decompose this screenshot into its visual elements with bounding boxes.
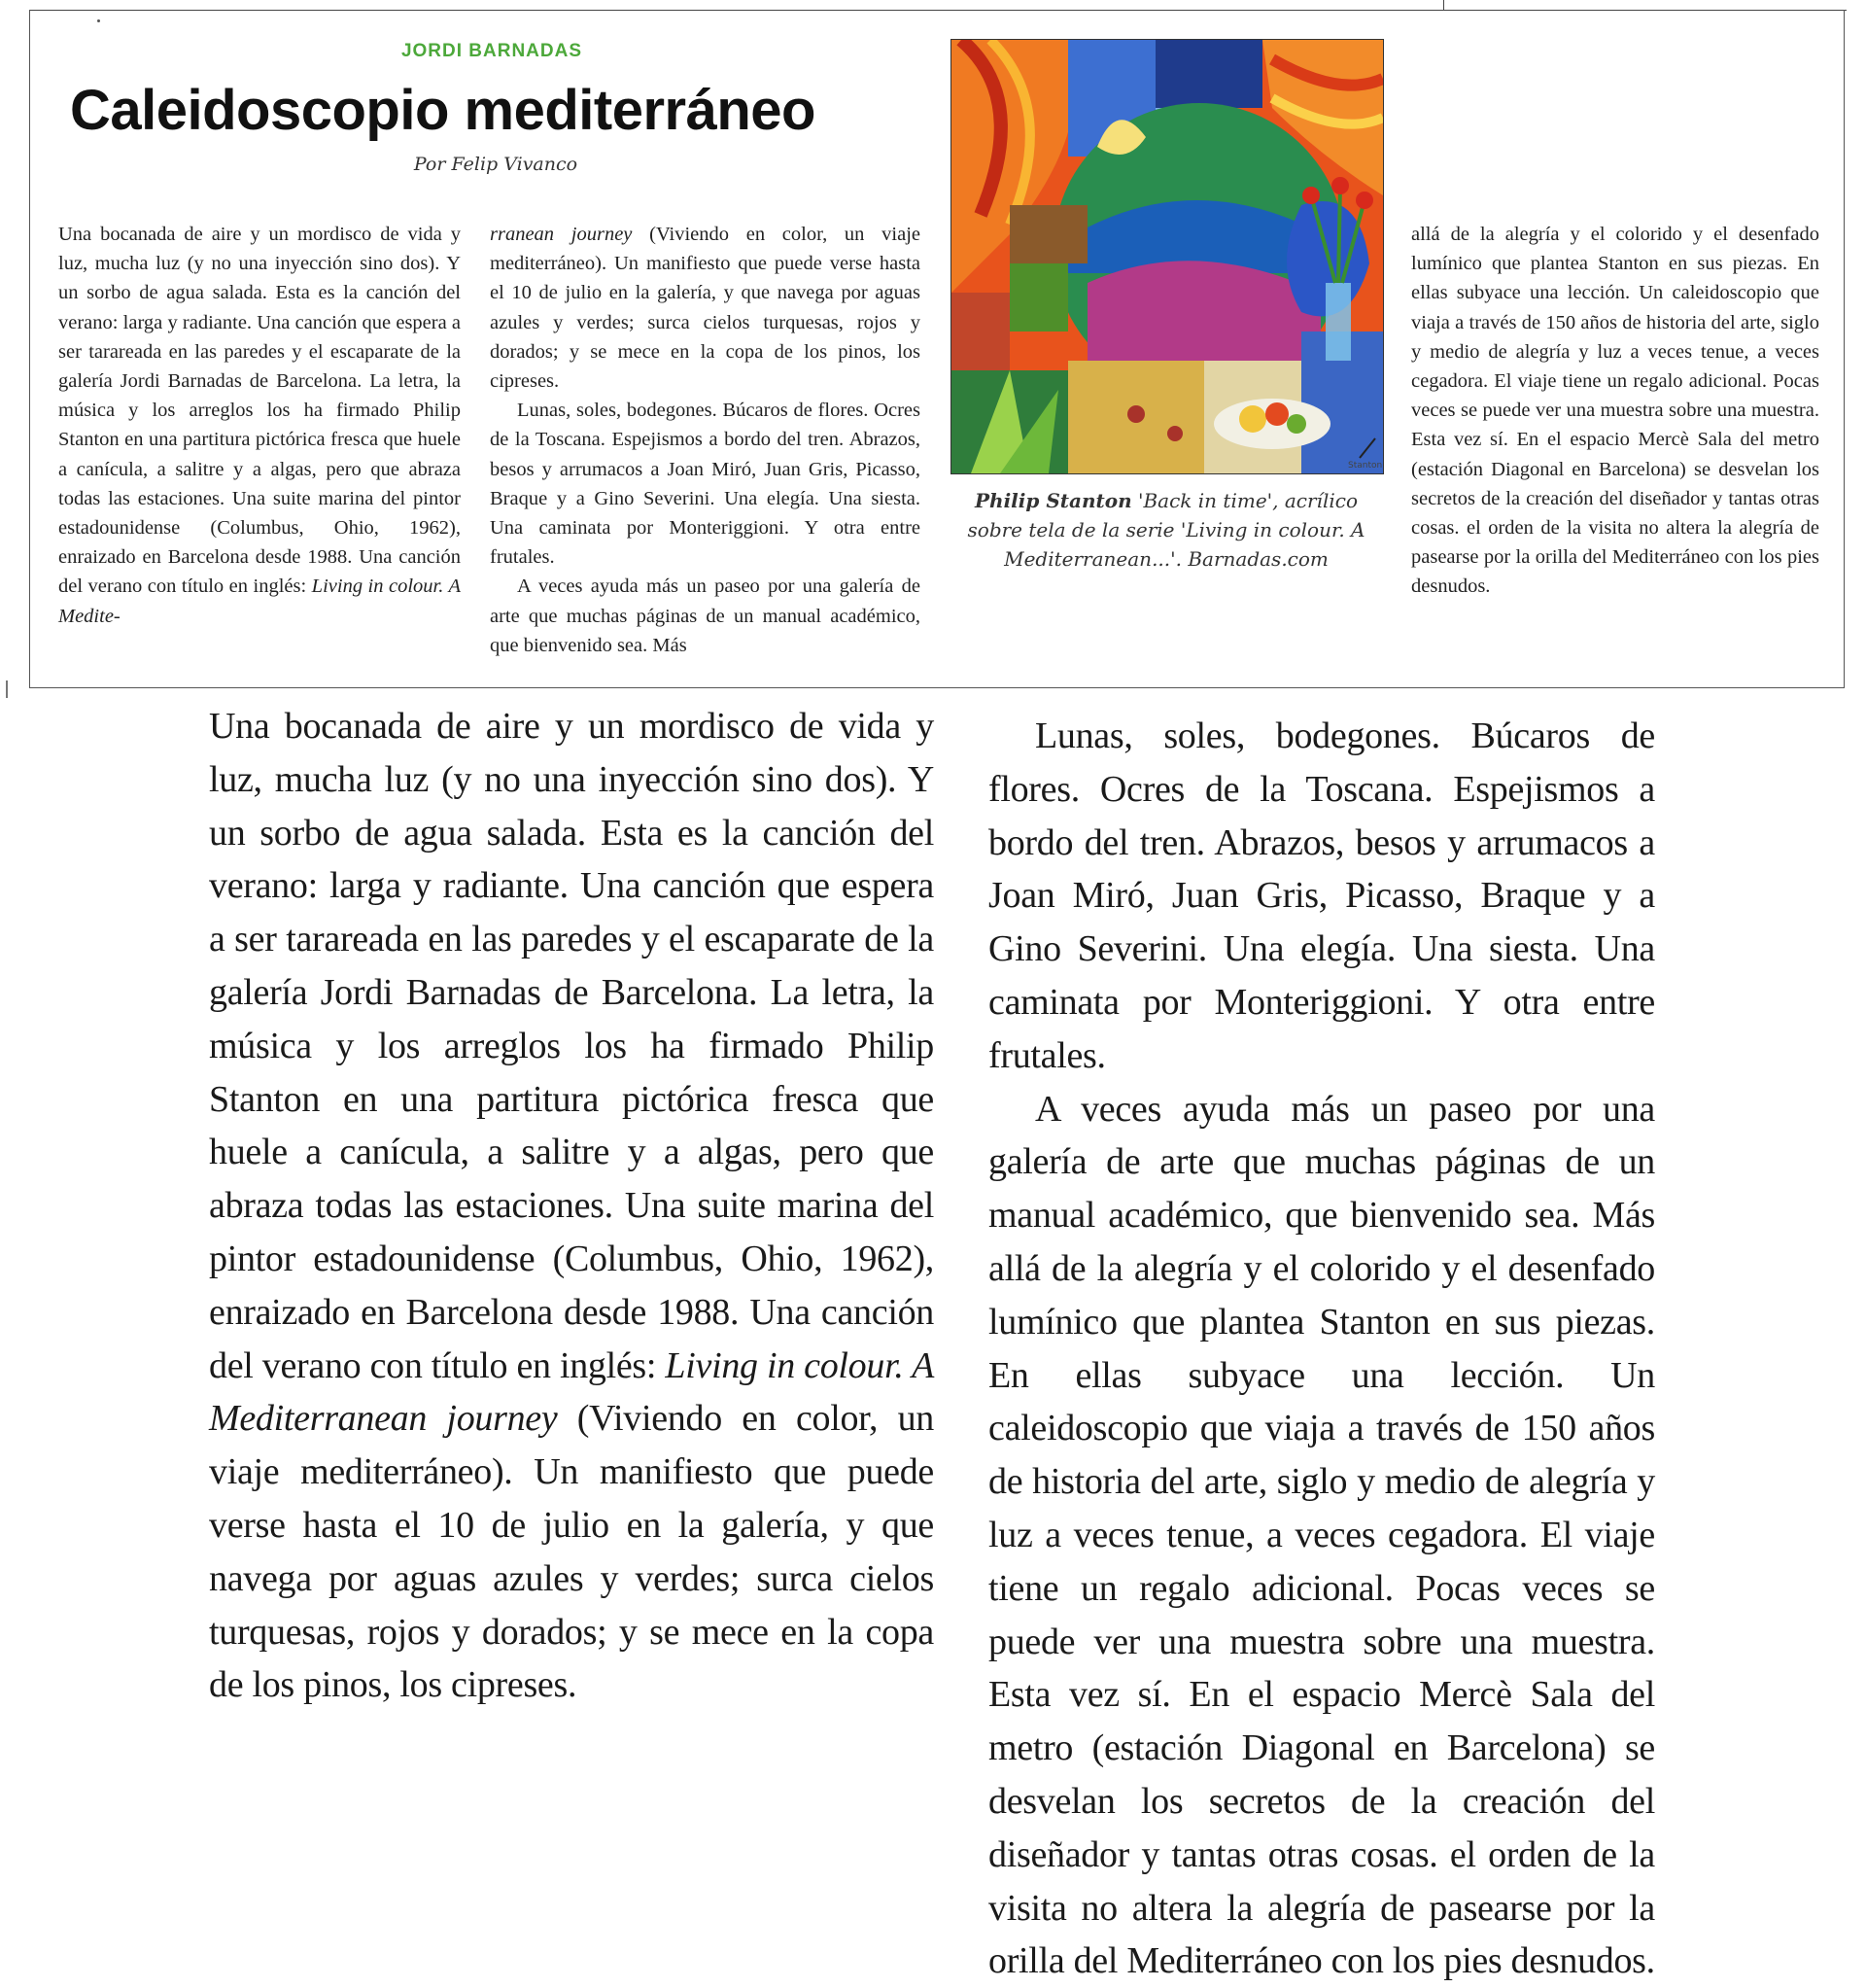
clip-col2-paragraph-2: Lunas, soles, bodegones. Búcaros de flores. Ocres de la Toscana. Espejismos a bordo del tren. Abrazos, besos y arrumacos a Joan Miró, Juan Gris, Picasso, Braque y a Gino Severini. Una elegía. Una siesta. Una caminata por Monteriggioni. Y otra entre frutales.	[490, 400, 920, 569]
clip-col3-paragraph: allá de la alegría y el colorido y el desenfado lumínico que plantea Stanton en sus piezas. En ellas subyace una lección. Un caleidoscopio que viaja a través de 150 años de historia del arte, siglo y medio de alegría y luz a veces tenue, a veces cegadora. El viaje tiene un regalo adicional. Pocas veces se puede ver una muestra sobre una muestra. Esta vez sí. En el espacio Mercè Sala del metro (estación Diagonal en Barcelona) se desvelan los secretos de la creación del diseñador y tantas otras cosas. el orden de la visita no altera la alegría de pasearse por la orilla del Mediterráneo con los pies desnudos.	[1411, 224, 1819, 598]
kicker: JORDI BARNADAS	[400, 41, 583, 61]
image-caption	[948, 486, 1385, 574]
enlarged-left-paragraph	[209, 700, 934, 1712]
enlarged-left-column	[209, 700, 934, 1712]
clip-column-1	[58, 220, 461, 631]
byline: Por Felip Vivanco	[413, 154, 578, 175]
enlarged-right-column	[988, 710, 1655, 1988]
enlarged-left-text-2: (Viviendo en color, un viaje mediterráneo). Un manifiesto que puede verse hasta el 10 de julio en la galería, y que navega por aguas azules y verdes; surca cielos turquesas, rojos y dorados; y se mece en la copa de los pinos, los cipreses.	[209, 1398, 934, 1706]
clip-column-3	[1411, 220, 1819, 602]
enlarged-left-text-1: Una bocanada de aire y un mordisco de vida y luz, mucha luz (y no una inyección sino dos). Y un sorbo de agua salada. Esta es la canción del verano: larga y radiante. Una canción que espera a ser tarareada en las paredes y el escaparate de la galería Jordi Barnadas de Barcelona. La letra, la música y los arreglos los ha firmado Philip Stanton en una partitura pictórica fresca que huele a canícula, a salitre y a algas, pero que abraza todas las estaciones. Una suite marina del pintor estadounidense (Columbus, Ohio, 1962), enraizado en Barcelona desde 1988. Una canción del verano con título en inglés:	[209, 706, 934, 1386]
clip-col2-paragraph-3: A veces ayuda más un paseo por una galería de arte que muchas páginas de un manual académico, que bienvenido sea. Más	[490, 575, 920, 656]
clip-col2-text: (Viviendo en color, un viaje mediterráneo). Un manifiesto que puede verse hasta el 10 de julio en la galería, y que navega por aguas azules y verdes; surca cielos turquesas, rojos y dorados; y se mece en la copa de los pinos, los cipreses.	[490, 224, 920, 393]
clip-column-2	[490, 220, 920, 660]
caption-text: 'Back in time', acrílico sobre tela de la serie 'Living in colour. A Mediterranean...'. Barnadas.com	[967, 489, 1365, 571]
enlarged-left-italic: Living in colour. A Mediterranean journey	[209, 1344, 935, 1440]
clip-col1-text: Una bocanada de aire y un mordisco de vida y luz, mucha luz (y no una inyección sino dos). Y un sorbo de agua salada. Esta es la canción del verano: larga y radiante. Una canción que espera a ser tarareada en las paredes y el escaparate de la galería Jordi Barnadas de Barcelona. La letra, la música y los arreglos los ha firmado Philip Stanton en una partitura pictórica fresca que huele a canícula, a salitre y a algas, pero que abraza todas las estaciones. Una suite marina del pintor estadounidense (Columbus, Ohio, 1962), enraizado en Barcelona desde 1988. Una canción del verano con título en inglés:	[58, 224, 461, 598]
clip-col2-italic: rranean journey	[490, 224, 633, 245]
clip-col1-paragraph	[58, 220, 461, 631]
top-rule-tick	[1443, 0, 1444, 10]
scan-mark	[6, 680, 8, 698]
clip-col2-paragraph-1	[490, 220, 920, 396]
headline: Caleidoscopio mediterráneo	[70, 79, 815, 142]
painting-signature: Stanton	[1348, 461, 1383, 471]
enlarged-right-paragraph-2: A veces ayuda más un paseo por una galería de arte que muchas páginas de un manual académico, que bienvenido sea. Más allá de la alegría y el colorido y el desenfado lumínico que plantea Stanton en sus piezas. En ellas subyace una lección. Un caleidoscopio que viaja a través de 150 años de historia del arte, siglo y medio de alegría y luz a veces tenue, a veces cegadora. El viaje tiene un regalo adicional. Pocas veces se puede ver una muestra sobre una muestra. Esta vez sí. En el espacio Mercè Sala del metro (estación Diagonal en Barcelona) se desvelan los secretos de la creación del diseñador y tantas otras cosas. el orden de la visita no altera la alegría de pasearse por la orilla del Mediterráneo con los pies desnudos.	[988, 1088, 1655, 1982]
clip-col1-italic: Living in colour. A Medite-	[58, 575, 462, 627]
caption-artist: Philip Stanton	[975, 489, 1132, 512]
enlarged-right-paragraph-1: Lunas, soles, bodegones. Búcaros de flores. Ocres de la Toscana. Espejismos a bordo del tren. Abrazos, besos y arrumacos a Joan Miró, Juan Gris, Picasso, Braque y a Gino Severini. Una elegía. Una siesta. Una caminata por Monteriggioni. Y otra entre frutales.	[988, 715, 1655, 1076]
painting-artwork	[951, 40, 1383, 473]
painting-image	[950, 39, 1384, 474]
